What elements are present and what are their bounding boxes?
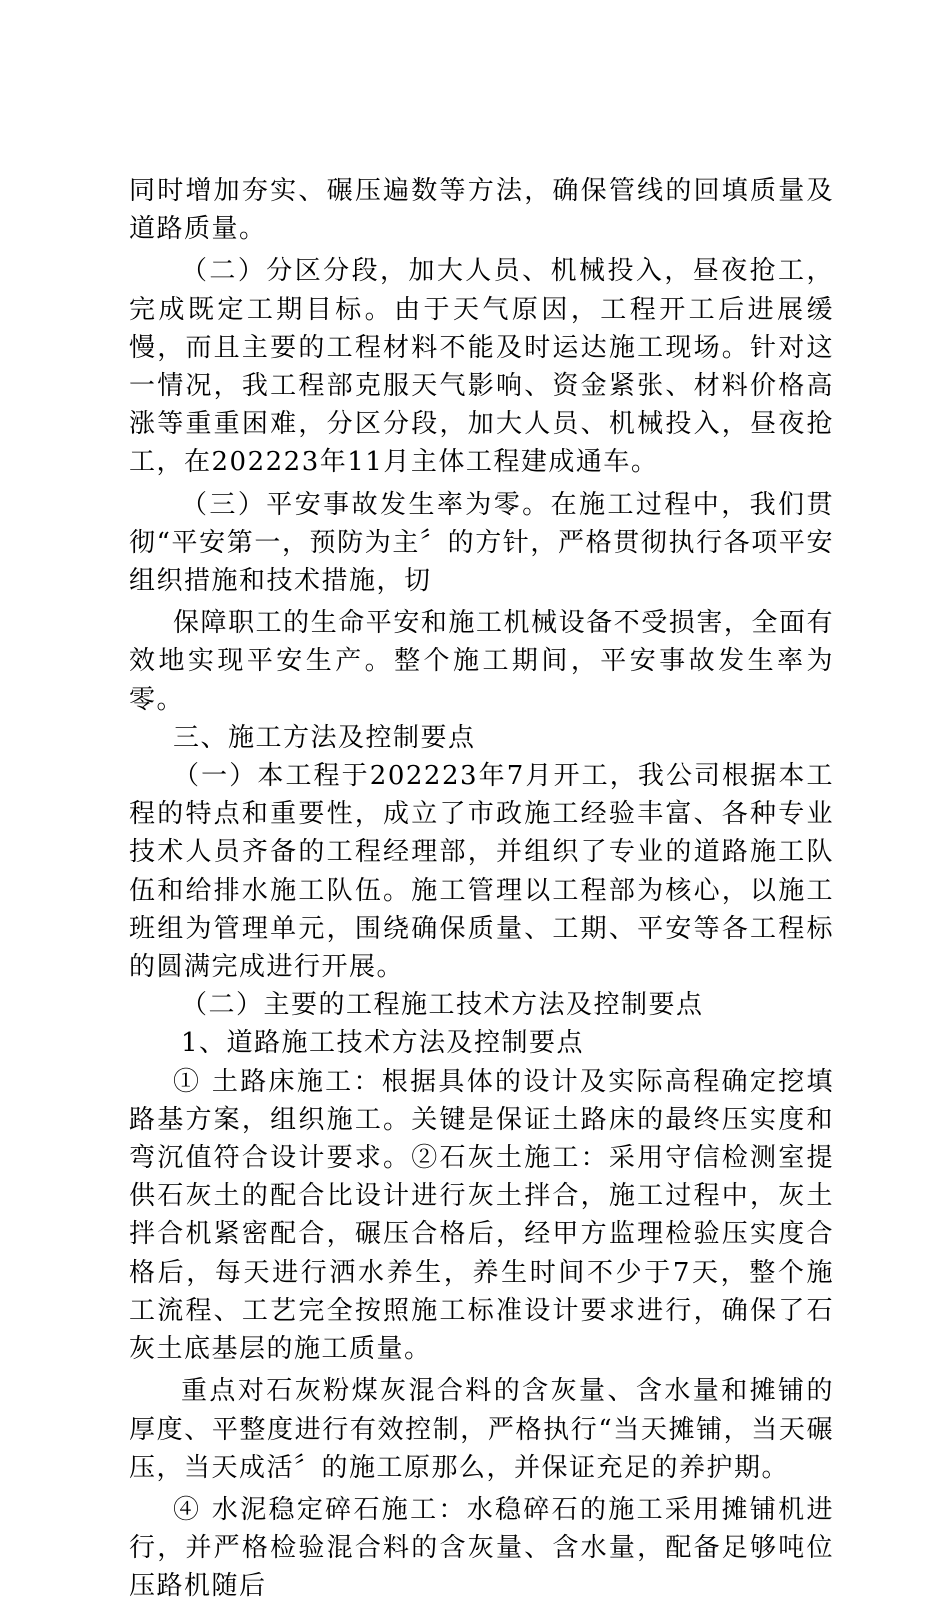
paragraph-project-start: （一）本工程于202223年7月开工，我公司根据本工程的特点和重要性，成立了市政施工经验丰富、各种专业技术人员齐备的工程经理部，并组织了专业的道路施工队伍和给排水施工队伍。施工管理以工程部为核心，以施工班组为管理单元，围绕确保质量、工期、平安等各工程标的圆满完成进行开展。 [129, 761, 834, 983]
section-heading-methods: 三、施工方法及控制要点 [173, 722, 476, 753]
subheading-techniques: （二）主要的工程施工技术方法及控制要点 [181, 990, 704, 1021]
paragraph-zoned-construction: （二）分区分段，加大人员、机械投入，昼夜抢工，完成既定工期目标。由于天气原因，工程开工后进展缓慢，而且主要的工程材料不能及时运达施工现场。针对这一情况，我工程部克服天气影响、资金紧张、材料价格高涨等重重困难，分区分段，加大人员、机械投入，昼夜抢工，在202223年11月主体工程建成通车。 [129, 256, 834, 478]
paragraph-safety-result: 保障职工的生命平安和施工机械设备不受损害，全面有效地实现平安生产。整个施工期间，平安事故发生率为零。 [129, 608, 834, 715]
paragraph-fly-ash-control: 重点对石灰粉煤灰混合料的含灰量、含水量和摊铺的厚度、平整度进行有效控制，严格执行“当天摊铺，当天碾压，当天成活〞的施工原那么，并保证充足的养护期。 [129, 1376, 834, 1483]
paragraph-backfill-quality: 同时增加夯实、碾压遍数等方法，确保管线的回填质量及道路质量。 [129, 176, 834, 245]
paragraph-cement-stabilized: ④ 水泥稳定碎石施工：水稳碎石的施工采用摊铺机进行，并严格检验混合料的含灰量、含水量，配备足够吨位压路机随后 [129, 1494, 834, 1602]
subheading-road-techniques: 1、道路施工技术方法及控制要点 [181, 1028, 585, 1059]
document-body [129, 172, 834, 1606]
paragraph-safety-record: （三）平安事故发生率为零。在施工过程中，我们贯彻“平安第一，预防为主〞的方针，严格贯彻执行各项平安组织措施和技术措施，切 [129, 489, 834, 597]
paragraph-subgrade-lime-soil: ① 土路床施工：根据具体的设计及实际高程确定挖填路基方案，组织施工。关键是保证土路床的最终压实度和弯沉值符合设计要求。②石灰土施工：采用守信检测室提供石灰土的配合比设计进行灰土拌合，施工过程中，灰土拌合机紧密配合，碾压合格后，经甲方监理检验压实度合格后，每天进行洒水养生，养生时间不少于7天，整个施工流程、工艺完全按照施工标准设计要求进行，确保了石灰土底基层的施工质量。 [129, 1066, 834, 1365]
